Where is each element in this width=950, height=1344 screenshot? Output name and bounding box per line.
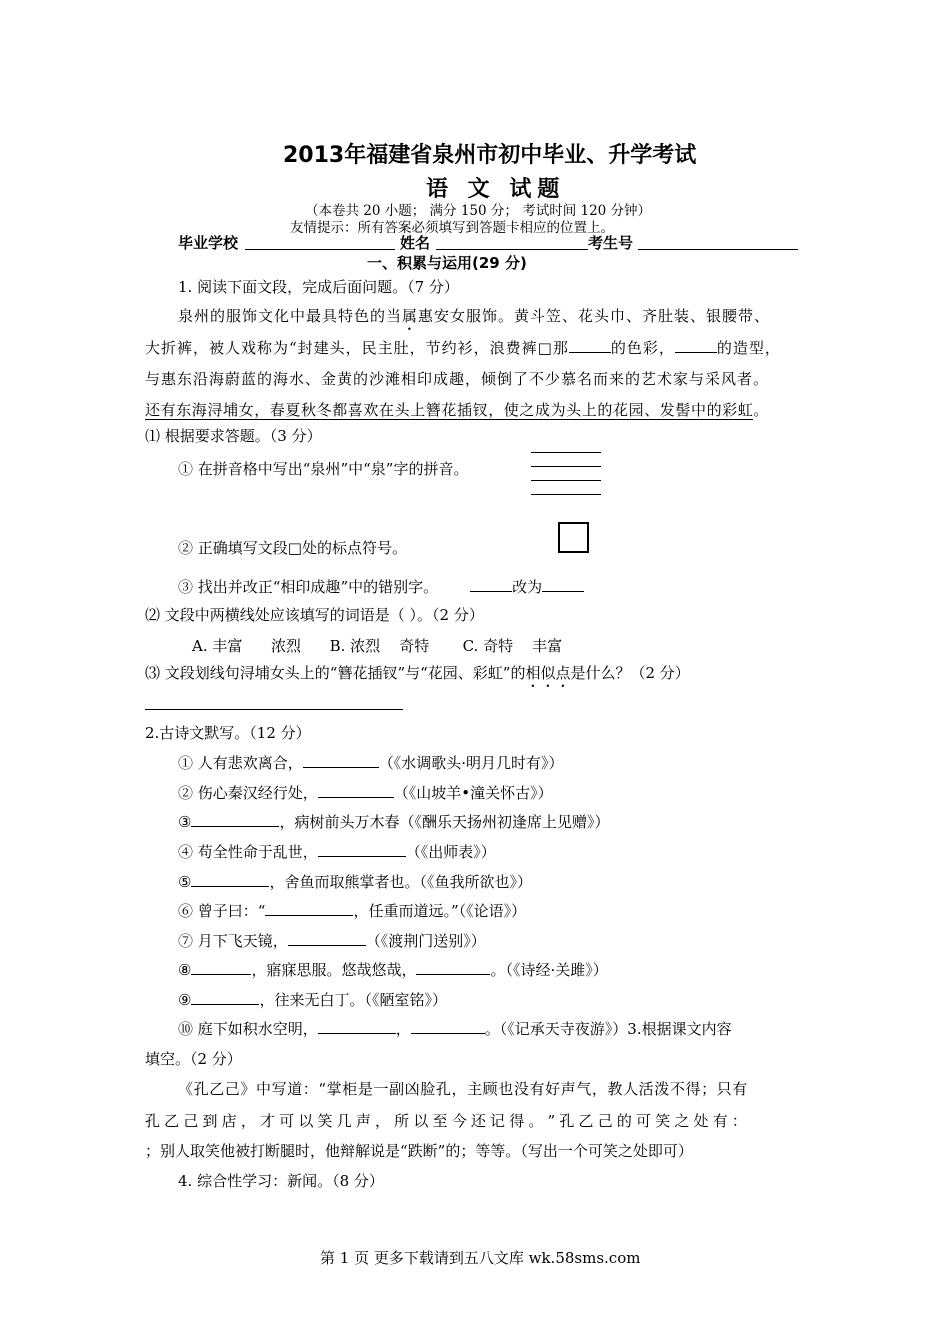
q2-blank-5[interactable] xyxy=(191,872,269,887)
q1-sub3-text: ⑶ 文段划线句浔埔女头上的“簪花插钗”与“花园、彩虹”的 xyxy=(145,664,526,682)
q1-para1-rest: 惠安女服饰。黄斗笠、花头巾、齐肚装、银腰带、 xyxy=(418,307,771,325)
punctuation-answer-box[interactable] xyxy=(558,522,589,553)
q2-line-5 xyxy=(178,871,532,892)
q2-line-7-source: （《渡荆门送别》） xyxy=(365,932,486,950)
q2-line-10-source: 。（《记承天寺夜游》）3.根据课文内容 xyxy=(484,1020,732,1038)
q2-blank-7[interactable] xyxy=(288,931,366,946)
q1-blank-1[interactable] xyxy=(569,338,611,353)
q1-paragraph-line3: 与惠东沿海蔚蓝的海水、金黄的沙滩相印成趣，倾倒了不少慕名而来的艺术家与采风者。 xyxy=(145,370,770,388)
q2-line-6-source: ，任重而道远。”（《论语》） xyxy=(353,902,527,920)
q2-line-5-text: ，舍鱼而取熊掌者也。（《鱼我所欲也》） xyxy=(269,873,532,891)
q1-sub3-end: 是什么？（2 分） xyxy=(570,664,690,682)
pinyin-line-4 xyxy=(531,494,601,495)
name-label: 姓名 xyxy=(400,234,431,252)
pinyin-line-3 xyxy=(531,480,601,481)
q2-line-6-text: ⑥ 曾子曰：“ xyxy=(178,902,266,920)
q2-line-8-num: ⑧ xyxy=(178,961,192,979)
q2-blank-2[interactable] xyxy=(318,783,394,798)
q2-line-3 xyxy=(178,811,609,832)
q2-line-6 xyxy=(178,900,526,921)
q2-blank-9[interactable] xyxy=(191,990,259,1005)
q2-line-4 xyxy=(178,841,496,862)
q2-blank-8a[interactable] xyxy=(191,960,251,975)
typo-blank[interactable] xyxy=(470,577,512,592)
q2-line-7-text: ⑦ 月下飞天镜， xyxy=(178,932,288,950)
q2-blank-6[interactable] xyxy=(265,901,353,916)
q1-paragraph-line4 xyxy=(145,399,769,420)
q1-para2-color: 的色彩， xyxy=(610,339,675,357)
change-to-label: 改为 xyxy=(512,578,543,596)
q1-para1-text: 泉州的服饰文化中最具特色的当 xyxy=(178,307,403,325)
q1-para2-na: 那 xyxy=(552,339,569,357)
q3-line-1: 《孔乙己》中写道：“掌柜是一副凶脸孔，主顾也没有好声气，教人活泼不得；只有 xyxy=(178,1080,748,1098)
q3-line-2: 孔 乙 己 到 店 ， 才 可 以 笑 几 声 ， 所 以 至 今 还 记 得 。 ” 孔 乙 己 的 可 笑 之 处 有 ： xyxy=(145,1112,747,1130)
q1-para2-text: 大折裤，被人戏称为“封建头，民主肚，节约衫，浪费裤 xyxy=(145,339,538,357)
exam-no-blank xyxy=(638,249,798,250)
page-footer: 第 1 页 更多下载请到五八文库 wk.58sms.com xyxy=(320,1249,641,1267)
q1-sub3-dotted: 相似点 xyxy=(525,664,571,682)
q2-line-2-source: （《山坡羊•潼关怀古》） xyxy=(393,784,553,802)
q2-blank-4[interactable] xyxy=(318,842,406,857)
q2-line-10-comma: ， xyxy=(395,1020,411,1038)
q2-blank-8b[interactable] xyxy=(416,960,490,975)
exam-no-label: 考生号 xyxy=(588,234,634,252)
q1-para1-dotted: 属 xyxy=(402,307,419,325)
q1-sub2-options: A. 丰富 浓烈 B. 浓烈 奇特 C. 奇特 丰富 xyxy=(192,637,563,655)
q1-sub1-item2: ② 正确填写文段□处的标点符号。 xyxy=(178,539,407,557)
q3-stem-continued: 填空。（2 分） xyxy=(145,1050,242,1068)
q1-paragraph-line2 xyxy=(145,337,781,358)
correction-blank[interactable] xyxy=(542,577,584,592)
q2-line-8-text: ，寤寐思服。悠哉悠哉， xyxy=(251,961,417,979)
q2-line-4-text: ④ 苟全性命于乱世， xyxy=(178,843,318,861)
q2-line-9-num: ⑨ xyxy=(178,991,192,1009)
school-blank xyxy=(245,249,395,250)
q2-line-1-text: ① 人有悲欢离合， xyxy=(178,754,303,772)
name-blank xyxy=(436,249,588,250)
q2-line-7 xyxy=(178,930,486,951)
q2-blank-1[interactable] xyxy=(303,753,379,768)
q1-sub3-answer-line[interactable] xyxy=(145,709,403,710)
q1-sub1-item1: ① 在拼音格中写出“泉州”中“泉”字的拼音。 xyxy=(178,460,469,478)
q1-sub3 xyxy=(145,662,690,691)
q2-line-9 xyxy=(178,989,447,1010)
q2-stem: 2.古诗文默写。（12 分） xyxy=(145,724,311,742)
q1-stem: 1. 阅读下面文段，完成后面问题。（7 分） xyxy=(178,278,459,296)
q1-sub1-item3-text: ③ 找出并改正“相印成趣”中的错别字。 xyxy=(178,578,439,596)
q1-para2-shape: 的造型， xyxy=(716,339,781,357)
exam-tip: 友情提示：所有答案必须填写到答题卡相应的位置上。 xyxy=(290,220,614,236)
q2-line-4-source: （《出师表》） xyxy=(405,843,496,861)
q2-line-10-text: ⑩ 庭下如积水空明， xyxy=(178,1020,318,1038)
q1-blank-2[interactable] xyxy=(675,338,717,353)
q2-line-9-text: ，往来无白丁。（《陋室铭》） xyxy=(259,991,447,1009)
school-label: 毕业学校 xyxy=(178,234,239,252)
section-heading: 一、积累与运用(29 分) xyxy=(367,254,527,272)
q2-line-3-text: ，病树前头万木春（《酬乐天扬州初逢席上见赠》） xyxy=(279,813,610,831)
q1-underlined-sentence: 还有东海浔埔女，春夏秋冬都喜欢在头上簪花插钗，使之成为头上的花园、发髻中的彩虹 xyxy=(145,401,754,419)
pinyin-line-1 xyxy=(531,452,601,453)
q2-line-2-text: ② 伤心秦汉经行处， xyxy=(178,784,318,802)
q2-blank-10b[interactable] xyxy=(411,1019,485,1034)
q2-line-5-num: ⑤ xyxy=(178,873,192,891)
exam-subtitle: 语 文 试题 xyxy=(426,177,566,202)
pinyin-line-2 xyxy=(531,466,601,467)
q2-line-2 xyxy=(178,782,553,803)
q3-line-3: ；别人取笑他被打断腿时，他辩解说是“跌断”的；等等。（写出一个可笑之处即可） xyxy=(145,1142,693,1160)
q2-blank-10a[interactable] xyxy=(318,1019,396,1034)
page-title: 2013年福建省泉州市初中毕业、升学考试 xyxy=(283,143,697,168)
q1-para2-box: □ xyxy=(537,339,553,357)
q1-paragraph-line1 xyxy=(178,305,770,334)
q1-sub1: ⑴ 根据要求答题。（3 分） xyxy=(145,427,322,445)
q2-line-10 xyxy=(178,1018,732,1039)
q2-line-3-num: ③ xyxy=(178,813,192,831)
q2-line-8-source: 。（《诗经·关雎》） xyxy=(490,961,608,979)
q1-sub2: ⑵ 文段中两横线处应该填写的词语是（ ）。（2 分） xyxy=(145,606,484,624)
q1-para4-end: 。 xyxy=(753,401,770,419)
q4-stem: 4. 综合性学习：新闻。（8 分） xyxy=(178,1172,384,1190)
exam-info: （本卷共 20 小题； 满分 150 分； 考试时间 120 分钟） xyxy=(305,203,652,219)
q1-sub1-item3 xyxy=(178,576,584,597)
q2-line-1 xyxy=(178,752,564,773)
q2-blank-3[interactable] xyxy=(191,812,279,827)
q2-line-8 xyxy=(178,959,608,980)
q2-line-1-source: （《水调歌头·明月几时有》） xyxy=(378,754,564,772)
